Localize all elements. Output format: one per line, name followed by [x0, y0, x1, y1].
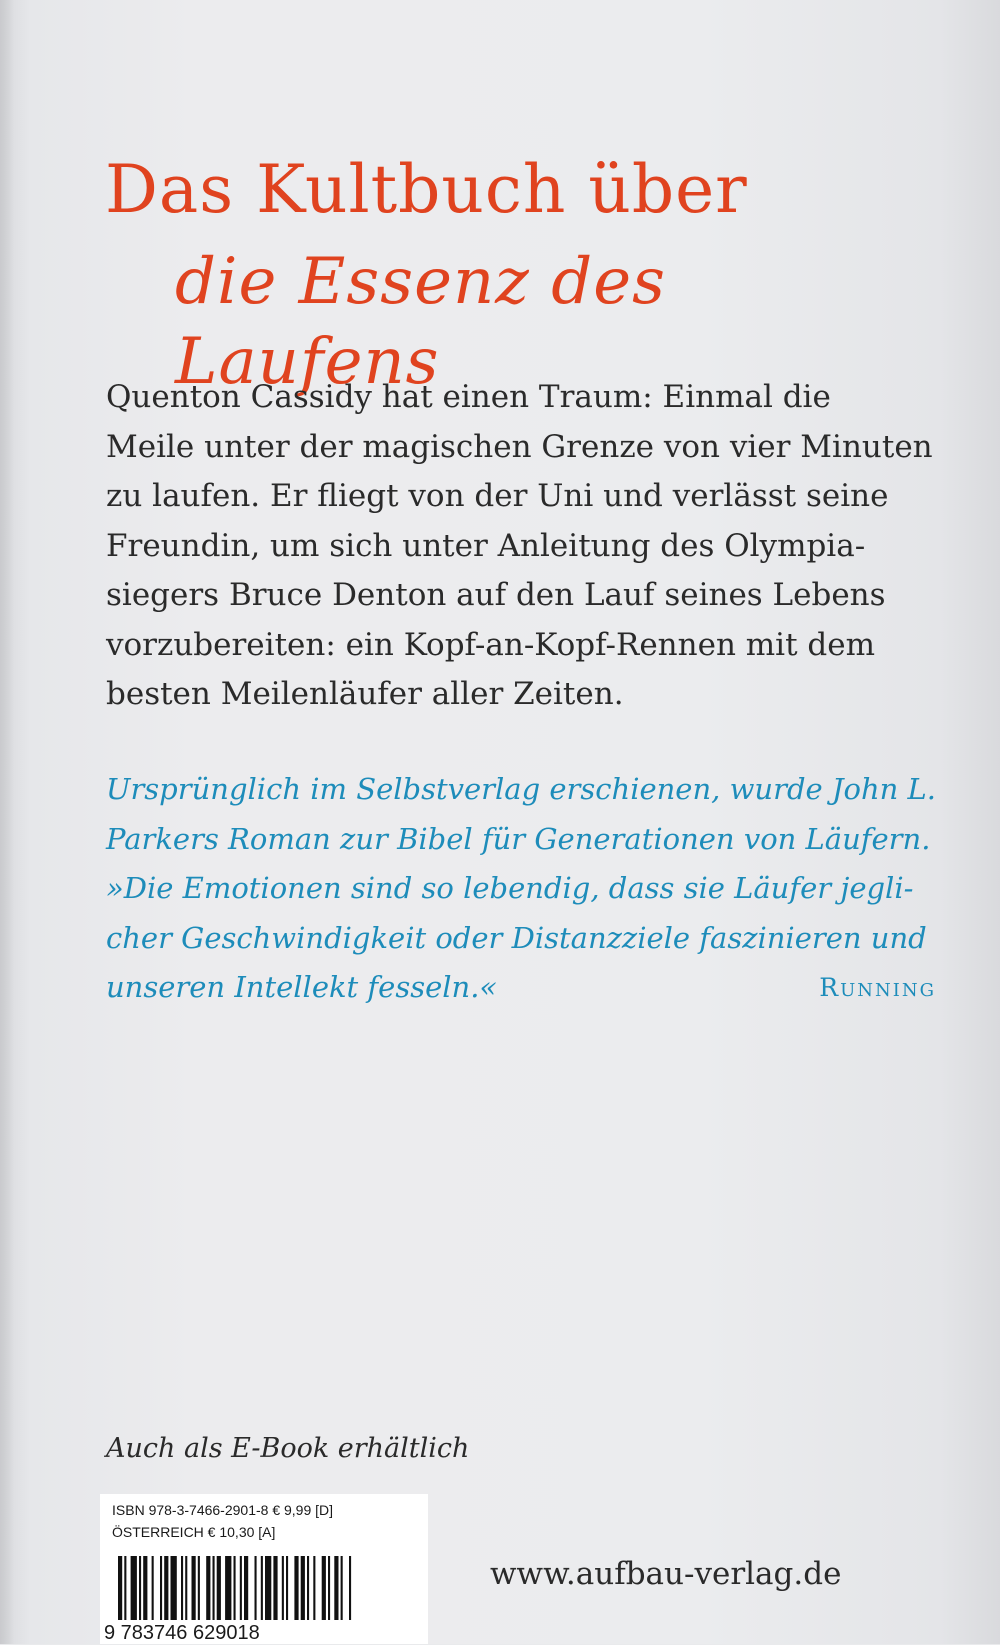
blurb-line: Quenton Cassidy hat einen Traum: Einmal die — [106, 379, 831, 415]
barcode-bars — [118, 1556, 418, 1620]
barcode-bar — [143, 1556, 147, 1620]
blurb-line: Freundin, um sich unter Anleitung des Olympia- — [106, 527, 866, 564]
barcode-bar — [301, 1556, 305, 1620]
barcode-bar — [307, 1556, 309, 1620]
quote-line: unseren Intellekt fesseln.« — [106, 970, 498, 1004]
blurb-line: zu laufen. Er fliegt von der Uni und verlässt seine — [106, 478, 889, 514]
barcode-label — [100, 1494, 428, 1644]
headline-line-1: Das Kultbuch über — [105, 151, 748, 228]
barcode-bar — [255, 1556, 257, 1620]
blurb-line: siegers Bruce Denton auf den Lauf seines Lebens — [106, 577, 886, 613]
blurb-line: besten Meilenläufer aller Zeiten. — [106, 676, 624, 712]
austria-price-line: ÖSTERREICH € 10,30 [A] — [112, 1524, 276, 1540]
blurb-paragraph — [106, 373, 936, 720]
barcode-bar — [192, 1556, 196, 1620]
barcode-bar — [282, 1556, 284, 1620]
spine-shadow — [0, 0, 14, 1644]
barcode-bar — [213, 1556, 215, 1620]
quote-line: cher Geschwindigkeit oder Distanzziele faszinieren und — [106, 920, 927, 955]
quote-line: Parkers Roman zur Bibel für Generationen von Läufern. — [106, 821, 931, 856]
barcode-bar — [206, 1556, 210, 1620]
barcode-bar — [171, 1556, 177, 1620]
ebook-note: Auch als E-Book erhältlich — [106, 1433, 470, 1464]
barcode-bar — [240, 1556, 242, 1620]
barcode-bar — [294, 1556, 298, 1620]
barcode-bar — [152, 1556, 154, 1620]
barcode-bar — [217, 1556, 221, 1620]
barcode-bar — [273, 1556, 277, 1620]
barcode-bar — [164, 1556, 168, 1620]
barcode-bar — [118, 1556, 122, 1620]
barcode-bar — [234, 1556, 236, 1620]
barcode-bar — [334, 1556, 338, 1620]
isbn-price-line: ISBN 978-3-7466-2901-8 € 9,99 [D] — [112, 1502, 334, 1518]
quote-line: Ursprünglich im Selbstverlag erschienen, wurde John L. — [106, 772, 937, 806]
barcode-bar — [349, 1556, 351, 1620]
headline-line-2: die Essenz des Laufens — [175, 245, 666, 399]
quote-source: Running — [819, 973, 936, 1002]
barcode-bar — [322, 1556, 326, 1620]
barcode-bar — [181, 1556, 183, 1620]
barcode-bar — [261, 1556, 263, 1620]
barcode-bar — [286, 1556, 288, 1620]
quote-line: »Die Emotionen sind so lebendig, dass sie Läufer jegli- — [106, 871, 914, 905]
barcode-bar — [198, 1556, 200, 1620]
barcode-bar — [124, 1556, 126, 1620]
quote-last-line — [106, 963, 936, 1013]
barcode-bar — [244, 1556, 248, 1620]
headline — [105, 150, 945, 402]
barcode-bar — [265, 1556, 271, 1620]
publisher-website: www.aufbau-verlag.de — [490, 1556, 842, 1592]
barcode-bar — [185, 1556, 187, 1620]
barcode-digits: 9 783746 629018 — [104, 1622, 260, 1644]
barcode-bar — [341, 1556, 343, 1620]
barcode-bar — [139, 1556, 141, 1620]
blurb-line: vorzubereiten: ein Kopf-an-Kopf-Rennen mit dem — [106, 626, 875, 663]
blurb-line: Meile unter der magischen Grenze von vier Minuten — [106, 428, 933, 465]
press-quote — [106, 765, 936, 1013]
barcode-bar — [313, 1556, 315, 1620]
barcode-bar — [225, 1556, 231, 1620]
barcode-bar — [160, 1556, 162, 1620]
barcode-bar — [328, 1556, 330, 1620]
barcode-bar — [131, 1556, 137, 1620]
